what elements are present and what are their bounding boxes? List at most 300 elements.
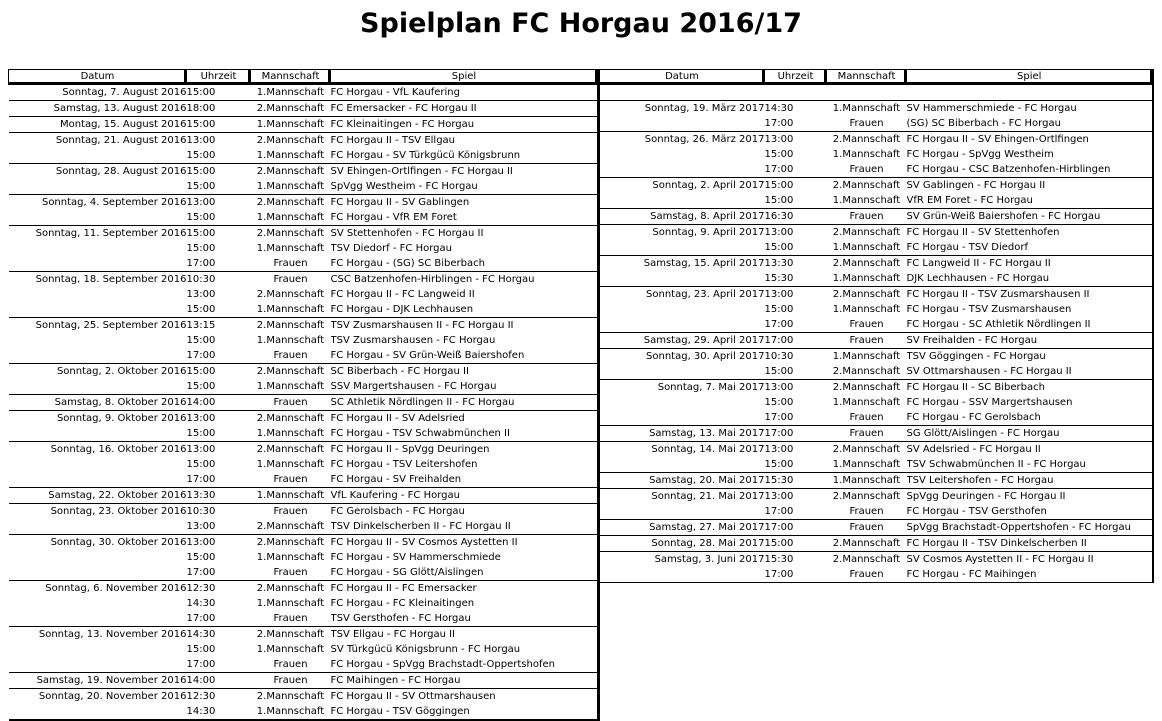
match-cell: FC Horgau - TSV Diedorf xyxy=(906,242,1028,253)
match-cell xyxy=(907,85,1153,101)
match-cell: FC Horgau II - FC Langweid II xyxy=(330,289,475,300)
date-cell: Sonntag, 25. September 2016 xyxy=(9,318,187,334)
time-cell: 13:00 xyxy=(765,442,827,458)
time-cell: 17:00 xyxy=(764,164,794,175)
match-row xyxy=(9,488,599,504)
match-row xyxy=(9,348,599,364)
match-row xyxy=(9,133,599,149)
match-row xyxy=(600,116,1153,132)
time-cell: 14:30 xyxy=(186,706,216,717)
match-row xyxy=(600,147,1153,162)
match-cell: FC Horgau - FC Maihingen xyxy=(907,567,1153,583)
match-cell: FC Horgau II - TSV Dinkelscherben II xyxy=(907,536,1153,552)
team-cell: 1.Mannschaft xyxy=(256,381,325,392)
match-row xyxy=(9,442,599,458)
match-row xyxy=(9,333,599,348)
match-row xyxy=(600,380,1153,396)
date-cell: Sonntag, 7. August 2016 xyxy=(9,85,187,101)
team-cell: Frauen xyxy=(849,506,884,517)
time-cell: 13:30 xyxy=(187,488,251,504)
match-cell: FC Horgau - TSV Göggingen xyxy=(330,706,470,717)
date-cell xyxy=(9,148,187,164)
team-cell: Frauen xyxy=(273,474,308,485)
team-cell: 2.Mannschaft xyxy=(827,536,907,552)
time-cell: 17:00 xyxy=(186,659,216,670)
match-cell: SV Freihalden - FC Horgau xyxy=(907,333,1153,349)
team-cell: 2.Mannschaft xyxy=(251,133,331,149)
time-cell: 13:00 xyxy=(765,132,827,148)
match-cell: FC Horgau - SpVgg Westheim xyxy=(906,149,1054,160)
date-cell: Samstag, 13. Mai 2017 xyxy=(600,426,765,442)
date-cell xyxy=(600,147,765,162)
match-row xyxy=(9,642,599,657)
match-cell: SV Türkgücü Königsbrunn - FC Horgau xyxy=(330,644,521,655)
date-cell: Sonntag, 21. August 2016 xyxy=(9,133,187,149)
time-cell: 14:30 xyxy=(765,101,827,117)
team-cell: 1.Mannschaft xyxy=(256,428,325,439)
time-cell: 15:00 xyxy=(764,195,794,206)
match-cell: FC Horgau - TSV Leitershofen xyxy=(330,459,478,470)
team-cell: 2.Mannschaft xyxy=(251,364,331,380)
time-cell: 14:00 xyxy=(187,395,251,411)
match-row xyxy=(600,442,1153,458)
date-cell: Sonntag, 7. Mai 2017 xyxy=(600,380,765,396)
time-cell: 17:00 xyxy=(765,426,827,442)
time-cell xyxy=(765,85,827,101)
match-cell: FC Horgau II - SV Ehingen-Ortlfingen xyxy=(907,132,1153,148)
match-row xyxy=(600,132,1153,148)
team-cell: Frauen xyxy=(827,567,907,583)
team-cell: 1.Mannschaft xyxy=(256,598,325,609)
match-cell: SV Adelsried - FC Horgau II xyxy=(907,442,1153,458)
team-cell: 2.Mannschaft xyxy=(251,226,331,242)
time-cell: 15:00 xyxy=(186,304,216,315)
match-cell: SV Hammerschmiede - FC Horgau xyxy=(907,101,1153,117)
match-cell: FC Horgau II - SC Biberbach xyxy=(907,380,1153,396)
match-cell: TSV Leitershofen - FC Horgau xyxy=(907,473,1153,489)
match-row xyxy=(600,209,1153,225)
team-cell: 1.Mannschaft xyxy=(256,304,325,315)
date-cell xyxy=(9,611,187,627)
team-cell: 1.Mannschaft xyxy=(256,150,325,161)
date-cell: Sonntag, 16. Oktober 2016 xyxy=(9,442,187,458)
date-cell xyxy=(9,256,187,272)
match-row xyxy=(9,596,599,611)
date-cell xyxy=(9,426,187,442)
match-cell: FC Langweid II - FC Horgau II xyxy=(907,256,1153,272)
date-cell: Samstag, 8. Oktober 2016 xyxy=(9,395,187,411)
team-cell: 1.Mannschaft xyxy=(256,212,325,223)
match-cell: FC Horgau - TSV Zusmarshausen xyxy=(906,304,1072,315)
team-cell: Frauen xyxy=(273,567,308,578)
match-cell: TSV Göggingen - FC Horgau xyxy=(907,349,1153,365)
match-row xyxy=(9,195,599,211)
match-cell: FC Horgau II - SpVgg Deuringen xyxy=(331,442,599,458)
team-cell: Frauen xyxy=(251,395,331,411)
date-cell: Sonntag, 2. April 2017 xyxy=(600,178,765,194)
team-cell: 1.Mannschaft xyxy=(256,335,325,346)
team-cell: 2.Mannschaft xyxy=(827,489,907,505)
date-cell xyxy=(600,504,765,520)
date-cell xyxy=(600,410,765,426)
match-row xyxy=(9,611,599,627)
team-cell: Frauen xyxy=(849,164,884,175)
match-cell: FC Horgau II - SV Cosmos Aystetten II xyxy=(331,535,599,551)
match-cell: SG Glött/Aislingen - FC Horgau xyxy=(907,426,1153,442)
date-cell xyxy=(9,210,187,226)
match-cell: FC Horgau II - TSV Zusmarshausen II xyxy=(907,287,1153,303)
team-cell: 2.Mannschaft xyxy=(256,521,325,532)
header-mannschaft: Mannschaft xyxy=(251,70,331,85)
match-cell: FC Maihingen - FC Horgau xyxy=(331,673,599,689)
match-cell: TSV Ellgau - FC Horgau II xyxy=(331,627,599,643)
time-cell: 13:00 xyxy=(187,535,251,551)
match-cell: FC Horgau - SV Freihalden xyxy=(330,474,462,485)
time-cell: 12:30 xyxy=(187,689,251,705)
schedule-body-spring xyxy=(600,85,1153,583)
header-uhrzeit: Uhrzeit xyxy=(765,70,827,85)
team-cell: Frauen xyxy=(827,333,907,349)
match-row xyxy=(9,379,599,395)
match-row xyxy=(600,101,1153,117)
team-cell: 1.Mannschaft xyxy=(827,101,907,117)
date-cell: Sonntag, 20. November 2016 xyxy=(9,689,187,705)
time-cell: 18:00 xyxy=(187,101,251,117)
date-cell: Sonntag, 9. April 2017 xyxy=(600,225,765,241)
team-cell: 1.Mannschaft xyxy=(251,85,331,101)
match-row xyxy=(9,179,599,195)
team-cell: 1.Mannschaft xyxy=(832,304,901,315)
match-row xyxy=(9,318,599,334)
match-cell: TSV Diedorf - FC Horgau xyxy=(330,243,452,254)
time-cell: 17:00 xyxy=(186,258,216,269)
time-cell: 15:00 xyxy=(764,304,794,315)
team-cell: 2.Mannschaft xyxy=(827,287,907,303)
time-cell: 17:00 xyxy=(764,412,794,423)
match-row xyxy=(9,164,599,180)
time-cell: 17:00 xyxy=(186,350,216,361)
header-row xyxy=(600,70,1153,85)
match-cell: FC Horgau - VfR EM Foret xyxy=(330,212,457,223)
date-cell xyxy=(600,317,765,333)
team-cell: 1.Mannschaft xyxy=(251,488,331,504)
team-cell: 2.Mannschaft xyxy=(251,627,331,643)
schedule-body-autumn xyxy=(9,85,599,721)
date-cell: Sonntag, 26. März 2017 xyxy=(600,132,765,148)
date-cell: Sonntag, 19. März 2017 xyxy=(600,101,765,117)
date-cell xyxy=(600,364,765,380)
match-cell: FC Horgau - SC Athletik Nördlingen II xyxy=(906,319,1091,330)
match-row xyxy=(9,101,599,117)
match-row xyxy=(9,535,599,551)
team-cell: 2.Mannschaft xyxy=(251,535,331,551)
team-cell: 1.Mannschaft xyxy=(827,473,907,489)
time-cell: 15:00 xyxy=(186,181,216,192)
date-cell xyxy=(9,287,187,302)
match-row xyxy=(600,225,1153,241)
match-cell: TSV Gersthofen - FC Horgau xyxy=(330,613,471,624)
time-cell: 15:00 xyxy=(186,459,216,470)
team-cell: 1.Mannschaft xyxy=(832,397,901,408)
time-cell: 15:00 xyxy=(186,644,216,655)
match-cell: FC Horgau - (SG) SC Biberbach xyxy=(330,258,485,269)
match-cell: FC Emersacker - FC Horgau II xyxy=(331,101,599,117)
time-cell: 15:00 xyxy=(764,242,794,253)
team-cell: 1.Mannschaft xyxy=(256,706,325,717)
team-cell: 2.Mannschaft xyxy=(827,178,907,194)
date-cell xyxy=(600,193,765,209)
time-cell: 15:30 xyxy=(765,473,827,489)
match-row xyxy=(9,85,599,101)
team-cell: 2.Mannschaft xyxy=(251,411,331,427)
team-cell: 1.Mannschaft xyxy=(256,552,325,563)
date-cell: Samstag, 3. Juni 2017 xyxy=(600,552,765,568)
header-spiel: Spiel xyxy=(907,70,1153,85)
match-row xyxy=(600,567,1153,583)
match-cell: DJK Lechhausen - FC Horgau xyxy=(906,273,1050,284)
match-cell: SC Athletik Nördlingen II - FC Horgau xyxy=(331,395,599,411)
team-cell: 2.Mannschaft xyxy=(251,442,331,458)
match-cell: TSV Dinkelscherben II - FC Horgau II xyxy=(330,521,511,532)
date-cell xyxy=(9,302,187,318)
date-cell xyxy=(9,596,187,611)
time-cell: 17:00 xyxy=(186,474,216,485)
match-row xyxy=(9,272,599,288)
match-cell: FC Horgau II - SV Gablingen xyxy=(331,195,599,211)
time-cell: 15:00 xyxy=(186,552,216,563)
date-cell xyxy=(9,657,187,673)
time-cell: 17:00 xyxy=(764,506,794,517)
time-cell: 17:00 xyxy=(186,567,216,578)
team-cell: 2.Mannschaft xyxy=(827,132,907,148)
date-cell xyxy=(600,302,765,317)
match-row xyxy=(600,473,1153,489)
time-cell: 13:15 xyxy=(187,318,251,334)
time-cell: 13:00 xyxy=(187,442,251,458)
team-cell: 1.Mannschaft xyxy=(832,242,901,253)
match-row xyxy=(600,193,1153,209)
time-cell: 17:00 xyxy=(764,118,794,129)
date-cell: Samstag, 22. Oktober 2016 xyxy=(9,488,187,504)
time-cell: 10:30 xyxy=(187,272,251,288)
time-cell: 15:00 xyxy=(186,381,216,392)
header-datum: Datum xyxy=(600,70,765,85)
date-cell xyxy=(9,179,187,195)
match-cell: TSV Zusmarshausen - FC Horgau xyxy=(330,335,496,346)
date-cell: Sonntag, 30. April 2017 xyxy=(600,349,765,365)
header-datum: Datum xyxy=(9,70,187,85)
match-cell: SpVgg Westheim - FC Horgau xyxy=(330,181,478,192)
match-row xyxy=(9,519,599,535)
date-cell xyxy=(9,550,187,565)
header-mannschaft: Mannschaft xyxy=(827,70,907,85)
match-row xyxy=(600,364,1153,380)
match-cell: SV Cosmos Aystetten II - FC Horgau II xyxy=(907,552,1153,568)
team-cell: Frauen xyxy=(273,659,308,670)
team-cell: Frauen xyxy=(827,209,907,225)
team-cell: 1.Mannschaft xyxy=(832,459,901,470)
match-row xyxy=(9,673,599,689)
team-cell: 2.Mannschaft xyxy=(827,380,907,396)
team-cell: 2.Mannschaft xyxy=(251,581,331,597)
match-cell: (SG) SC Biberbach - FC Horgau xyxy=(906,118,1061,129)
team-cell: Frauen xyxy=(827,520,907,536)
match-row xyxy=(600,317,1153,333)
team-cell: Frauen xyxy=(251,673,331,689)
match-row xyxy=(600,520,1153,536)
time-cell: 13:30 xyxy=(765,256,827,272)
match-row xyxy=(600,395,1153,410)
date-cell: Sonntag, 23. April 2017 xyxy=(600,287,765,303)
team-cell: 2.Mannschaft xyxy=(827,256,907,272)
date-cell: Sonntag, 30. Oktober 2016 xyxy=(9,535,187,551)
time-cell: 17:00 xyxy=(764,319,794,330)
team-cell: 1.Mannschaft xyxy=(256,243,325,254)
time-cell: 15:30 xyxy=(764,273,794,284)
date-cell xyxy=(9,472,187,488)
date-cell: Sonntag, 21. Mai 2017 xyxy=(600,489,765,505)
team-cell xyxy=(827,85,907,101)
match-cell: FC Horgau - DJK Lechhausen xyxy=(330,304,474,315)
date-cell xyxy=(600,240,765,256)
time-cell: 17:00 xyxy=(765,333,827,349)
match-row xyxy=(600,256,1153,272)
match-row xyxy=(9,426,599,442)
match-cell: FC Horgau - SG Glött/Aislingen xyxy=(330,567,484,578)
time-cell: 14:30 xyxy=(187,627,251,643)
date-cell: Sonntag, 2. Oktober 2016 xyxy=(9,364,187,380)
match-cell: FC Horgau - TSV Schwabmünchen II xyxy=(330,428,510,439)
time-cell: 15:30 xyxy=(765,552,827,568)
date-cell: Sonntag, 13. November 2016 xyxy=(9,627,187,643)
match-row xyxy=(600,426,1153,442)
match-row xyxy=(9,148,599,164)
team-cell: Frauen xyxy=(273,613,308,624)
match-cell: FC Horgau II - SV Stettenhofen xyxy=(907,225,1153,241)
team-cell: 2.Mannschaft xyxy=(251,164,331,180)
match-cell: SpVgg Brachstadt-Oppertshofen - FC Horgau xyxy=(907,520,1153,536)
match-row xyxy=(9,364,599,380)
match-cell: SV Ottmarshausen - FC Horgau II xyxy=(906,366,1072,377)
match-row xyxy=(9,457,599,472)
match-cell: TSV Schwabmünchen II - FC Horgau xyxy=(906,459,1086,470)
match-row xyxy=(9,689,599,705)
time-cell: 15:00 xyxy=(186,150,216,161)
match-row xyxy=(9,256,599,272)
date-cell xyxy=(600,116,765,132)
team-cell: 2.Mannschaft xyxy=(827,552,907,568)
time-cell: 15:00 xyxy=(764,149,794,160)
team-cell: 1.Mannschaft xyxy=(256,644,325,655)
date-cell: Samstag, 13. August 2016 xyxy=(9,101,187,117)
date-cell: Samstag, 20. Mai 2017 xyxy=(600,473,765,489)
date-cell: Samstag, 29. April 2017 xyxy=(600,333,765,349)
team-cell: 2.Mannschaft xyxy=(251,318,331,334)
time-cell: 15:00 xyxy=(187,85,251,101)
date-cell: Samstag, 19. November 2016 xyxy=(9,673,187,689)
match-row xyxy=(600,552,1153,568)
match-row xyxy=(9,581,599,597)
match-row xyxy=(600,302,1153,317)
match-cell: FC Kleinaitingen - FC Horgau xyxy=(331,117,599,133)
team-cell: Frauen xyxy=(849,412,884,423)
date-cell: Montag, 15. August 2016 xyxy=(9,117,187,133)
match-cell: FC Horgau - TSV Gersthofen xyxy=(906,506,1047,517)
match-cell: FC Horgau - FC Kleinaitingen xyxy=(330,598,475,609)
match-cell: VfL Kaufering - FC Horgau xyxy=(331,488,599,504)
time-cell: 15:00 xyxy=(186,335,216,346)
time-cell: 14:00 xyxy=(187,673,251,689)
date-cell xyxy=(9,642,187,657)
team-cell: 1.Mannschaft xyxy=(251,117,331,133)
match-row xyxy=(600,162,1153,178)
date-cell xyxy=(9,519,187,535)
match-cell: FC Horgau - SV Türkgücü Königsbrunn xyxy=(330,150,521,161)
date-cell: Sonntag, 28. August 2016 xyxy=(9,164,187,180)
header-spiel: Spiel xyxy=(331,70,599,85)
date-cell: Sonntag, 14. Mai 2017 xyxy=(600,442,765,458)
team-cell: Frauen xyxy=(251,272,331,288)
date-cell xyxy=(9,379,187,395)
match-row xyxy=(9,411,599,427)
time-cell: 13:00 xyxy=(186,521,216,532)
team-cell: 2.Mannschaft xyxy=(251,195,331,211)
match-row xyxy=(9,627,599,643)
match-row xyxy=(9,287,599,302)
time-cell: 15:00 xyxy=(765,178,827,194)
match-row xyxy=(600,271,1153,287)
team-cell: 1.Mannschaft xyxy=(832,149,901,160)
match-cell: FC Horgau - FC Gerolsbach xyxy=(906,412,1041,423)
match-row xyxy=(600,349,1153,365)
time-cell: 15:00 xyxy=(764,459,794,470)
date-cell xyxy=(600,457,765,473)
time-cell: 13:00 xyxy=(187,195,251,211)
match-cell: SpVgg Deuringen - FC Horgau II xyxy=(907,489,1153,505)
match-cell: FC Horgau II - FC Emersacker xyxy=(331,581,599,597)
date-cell xyxy=(9,241,187,256)
team-cell: 1.Mannschaft xyxy=(256,459,325,470)
match-cell: VfR EM Foret - FC Horgau xyxy=(906,195,1033,206)
time-cell: 15:00 xyxy=(187,117,251,133)
match-cell: FC Horgau II - SV Ottmarshausen xyxy=(331,689,599,705)
team-cell: Frauen xyxy=(849,319,884,330)
time-cell: 15:00 xyxy=(186,212,216,223)
date-cell: Sonntag, 11. September 2016 xyxy=(9,226,187,242)
match-row xyxy=(600,178,1153,194)
match-row xyxy=(9,657,599,673)
match-cell: FC Horgau - VfL Kaufering xyxy=(331,85,599,101)
time-cell: 12:30 xyxy=(187,581,251,597)
match-cell: SC Biberbach - FC Horgau II xyxy=(331,364,599,380)
match-cell: FC Horgau - SSV Margertshausen xyxy=(906,397,1073,408)
team-cell: 2.Mannschaft xyxy=(827,442,907,458)
match-row xyxy=(9,241,599,256)
match-cell: FC Horgau - SV Grün-Weiß Baiershofen xyxy=(330,350,525,361)
time-cell: 10:30 xyxy=(187,504,251,520)
match-cell: SV Grün-Weiß Baiershofen - FC Horgau xyxy=(907,209,1153,225)
match-row xyxy=(600,287,1153,303)
match-row xyxy=(9,210,599,226)
team-cell: Frauen xyxy=(827,426,907,442)
match-row xyxy=(600,504,1153,520)
date-cell xyxy=(9,565,187,581)
time-cell: 13:00 xyxy=(187,133,251,149)
team-cell: 1.Mannschaft xyxy=(827,349,907,365)
team-cell: 2.Mannschaft xyxy=(251,689,331,705)
time-cell: 17:00 xyxy=(186,613,216,624)
time-cell: 15:00 xyxy=(764,397,794,408)
